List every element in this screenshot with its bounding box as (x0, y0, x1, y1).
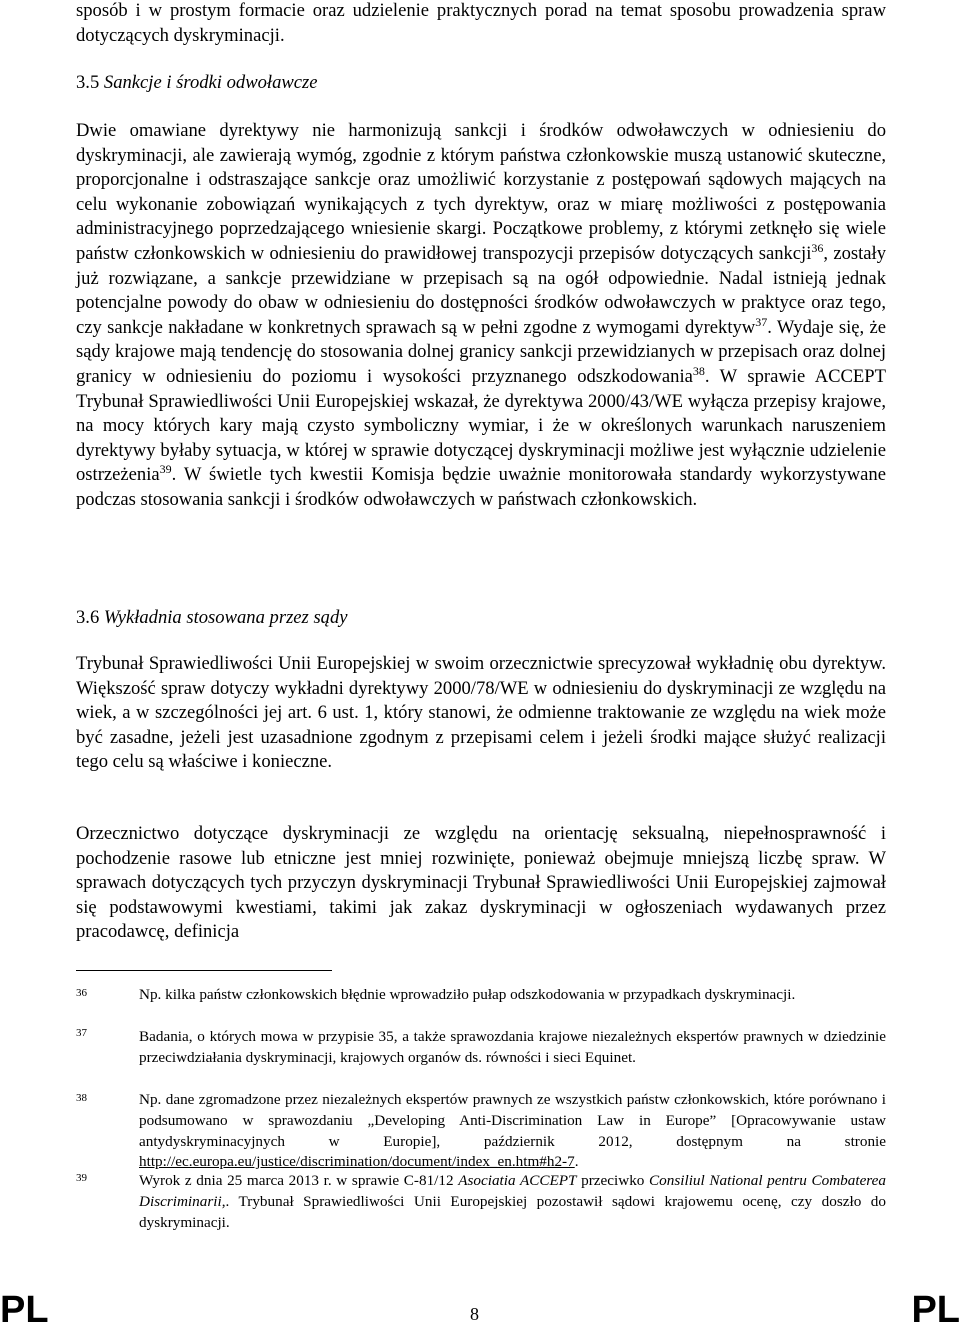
footnote-text-run: . (574, 1153, 579, 1171)
text-run: , zostały już rozwiązane, a sankcje przewidziane w przepisach są na ogół odpowiednie. Nadal istnieją jednak potencjalne powody do obaw w odniesieniu do dostępności środków odwoławczych w praktyce oraz tego, czy sankcje nakładane w konkretnych sprawach są w pełni zgodne z wymogami dyrektyw (76, 242, 886, 338)
section-3-6-paragraph-1: Trybunał Sprawiedliwości Unii Europejskiej w swoim orzecznictwie sprecyzował wykładnię obu dyrektyw. Większość spraw dotyczy wykładni dyrektywy 2000/78/WE w odniesieniu do dyskryminacji ze względu na wiek, a w szczególności jej art. 6 ust. 1, który stanowi, że odmienne traktowanie ze względu na wiek może być zasadne, jeżeli jest uzasadnione zgodnym z przepisami celem i jeżeli środki mające służyć realizacji tego celu są właściwe i konieczne. (76, 653, 886, 773)
section-title: Wykładnia stosowana przez sądy (103, 607, 348, 628)
footnote-number: 36 (76, 987, 87, 999)
footnote-36 (76, 985, 886, 1006)
footnote-separator (76, 970, 332, 971)
footnote-text-run: Np. dane zgromadzone przez niezależnych ekspertów prawnych ze wszystkich państw członkowskich, które porównano i podsumowano w sprawozdaniu „Developing Anti-Discrimination Law in Europe” [Opracowywanie ustaw antydyskryminacyjnych w Europie], październik 2012, dostępnym na stronie (139, 1091, 886, 1150)
intro-paragraph: sposób i w prostym formacie oraz udzielenie praktycznych porad na temat sposobu prowadzenia spraw dotyczących dyskryminacji. (76, 0, 886, 46)
footnote-text: Np. kilka państw członkowskich błędnie wprowadziło pułap odszkodowania w przypadkach dyskryminacji. (139, 986, 796, 1003)
section-3-5-heading (76, 71, 886, 96)
footnote-text (139, 1090, 886, 1173)
footnote-37 (76, 1027, 886, 1069)
footnote-text (139, 1171, 886, 1233)
footer-language-left: PL (0, 1289, 49, 1331)
footnote-number: 39 (76, 1172, 87, 1184)
footnote-ref-38[interactable]: 38 (692, 363, 705, 378)
section-3-5-paragraph (76, 119, 886, 513)
footnote-link[interactable]: http://ec.europa.eu/justice/discrimination/document/index_en.htm#h2-7 (139, 1153, 575, 1171)
section-3-6-paragraph-2: Orzecznictwo dotyczące dyskryminacji ze względu na orientację seksualną, niepełnosprawność i pochodzenie rasowe lub etniczne jest mniej rozwinięte, ponieważ obejmuje mniejszą liczbę spraw. W sprawach dotyczących tych przyczyn dyskryminacji Trybunał Sprawiedliwości Unii Europejskiej zajmował się podstawowymi kwestiami, takimi jak zakaz dyskryminacji w ogłoszeniach wydawanych przez pracodawcę, definicja (76, 823, 886, 943)
footnote-number: 38 (76, 1092, 87, 1104)
footnote-text: Badania, o których mowa w przypisie 35, a także sprawozdania krajowe niezależnych ekspertów prawnych w dziedzinie przeciwdziałania dyskryminacji, krajowych organów ds. równości i sieci Equinet. (139, 1028, 886, 1066)
case-party-name: Consiliul National pentru Combaterea Discriminarii (139, 1172, 886, 1210)
footnote-39 (76, 1171, 886, 1233)
page-number: 8 (470, 1304, 479, 1324)
footnote-ref-37[interactable]: 37 (755, 314, 768, 329)
footnote-text-run: Wyrok z dnia 25 marca 2013 r. w sprawie C-81/12 (139, 1172, 459, 1189)
footnote-text-run: przeciwko (576, 1172, 650, 1189)
section-title: Sankcje i środki odwoławcze (103, 72, 318, 93)
footnote-text-run: ,. Trybunał Sprawiedliwości Unii Europejskiej pozostawił sądowi krajowemu ocenę, czy doszło do dyskryminacji. (139, 1192, 886, 1231)
section-number: 3.5 (76, 72, 100, 93)
case-party-name: Asociatia ACCEPT (458, 1172, 577, 1189)
footnote-ref-36[interactable]: 36 (811, 240, 824, 255)
footer-language-right: PL (911, 1289, 960, 1331)
text-run: . W świetle tych kwestii Komisja będzie uważnie monitorowała standardy wykorzystywane podczas stosowania sankcji i środków odwoławczych w państwach członkowskich. (76, 464, 886, 510)
text-run: . Wydaje się, że sądy krajowe mają tendencję do stosowania dolnej granicy sankcji przewidzianych w przepisach oraz dolnej granicy w odniesieniu do poziomu i wysokości przyznanego odszkodowania (76, 316, 887, 387)
footnote-number: 37 (76, 1027, 87, 1039)
footnote-38 (76, 1090, 886, 1173)
footnote-ref-39[interactable]: 39 (159, 462, 172, 477)
section-3-6-heading (76, 606, 886, 631)
text-run: Dwie omawiane dyrektywy nie harmonizują sankcji i środków odwoławczych w odniesieniu do dyskryminacji, ale zawierają wymóg, zgodnie z którym państwa członkowskie muszą ustanowić skuteczne, proporcjonalne i odstraszające sankcje oraz umożliwić korzystanie z postępowań sądowych mających na celu wykonanie zobowiązań wynikających z tych dyrektyw, oraz w miarę możliwości z postępowania administracyjnego poprzedzającego wniesienie skargi. Początkowe problemy, z którymi zetknęło się wiele państw członkowskich w odniesieniu do prawidłowej transpozycji przepisów dotyczących sankcji (76, 120, 886, 264)
section-number: 3.6 (76, 607, 100, 628)
text-run: . W sprawie ACCEPT Trybunał Sprawiedliwości Unii Europejskiej wskazał, że dyrektywa 2000/43/WE wyłącza przepisy krajowe, na mocy których kary mają czysto symboliczny wymiar, i że w określonych warunkach naruszeniem dyrektywy byłaby sytuacja, w której w sprawie dotyczącej dyskryminacji możliwe jest wyłącznie udzielenie ostrzeżenia (76, 365, 886, 486)
